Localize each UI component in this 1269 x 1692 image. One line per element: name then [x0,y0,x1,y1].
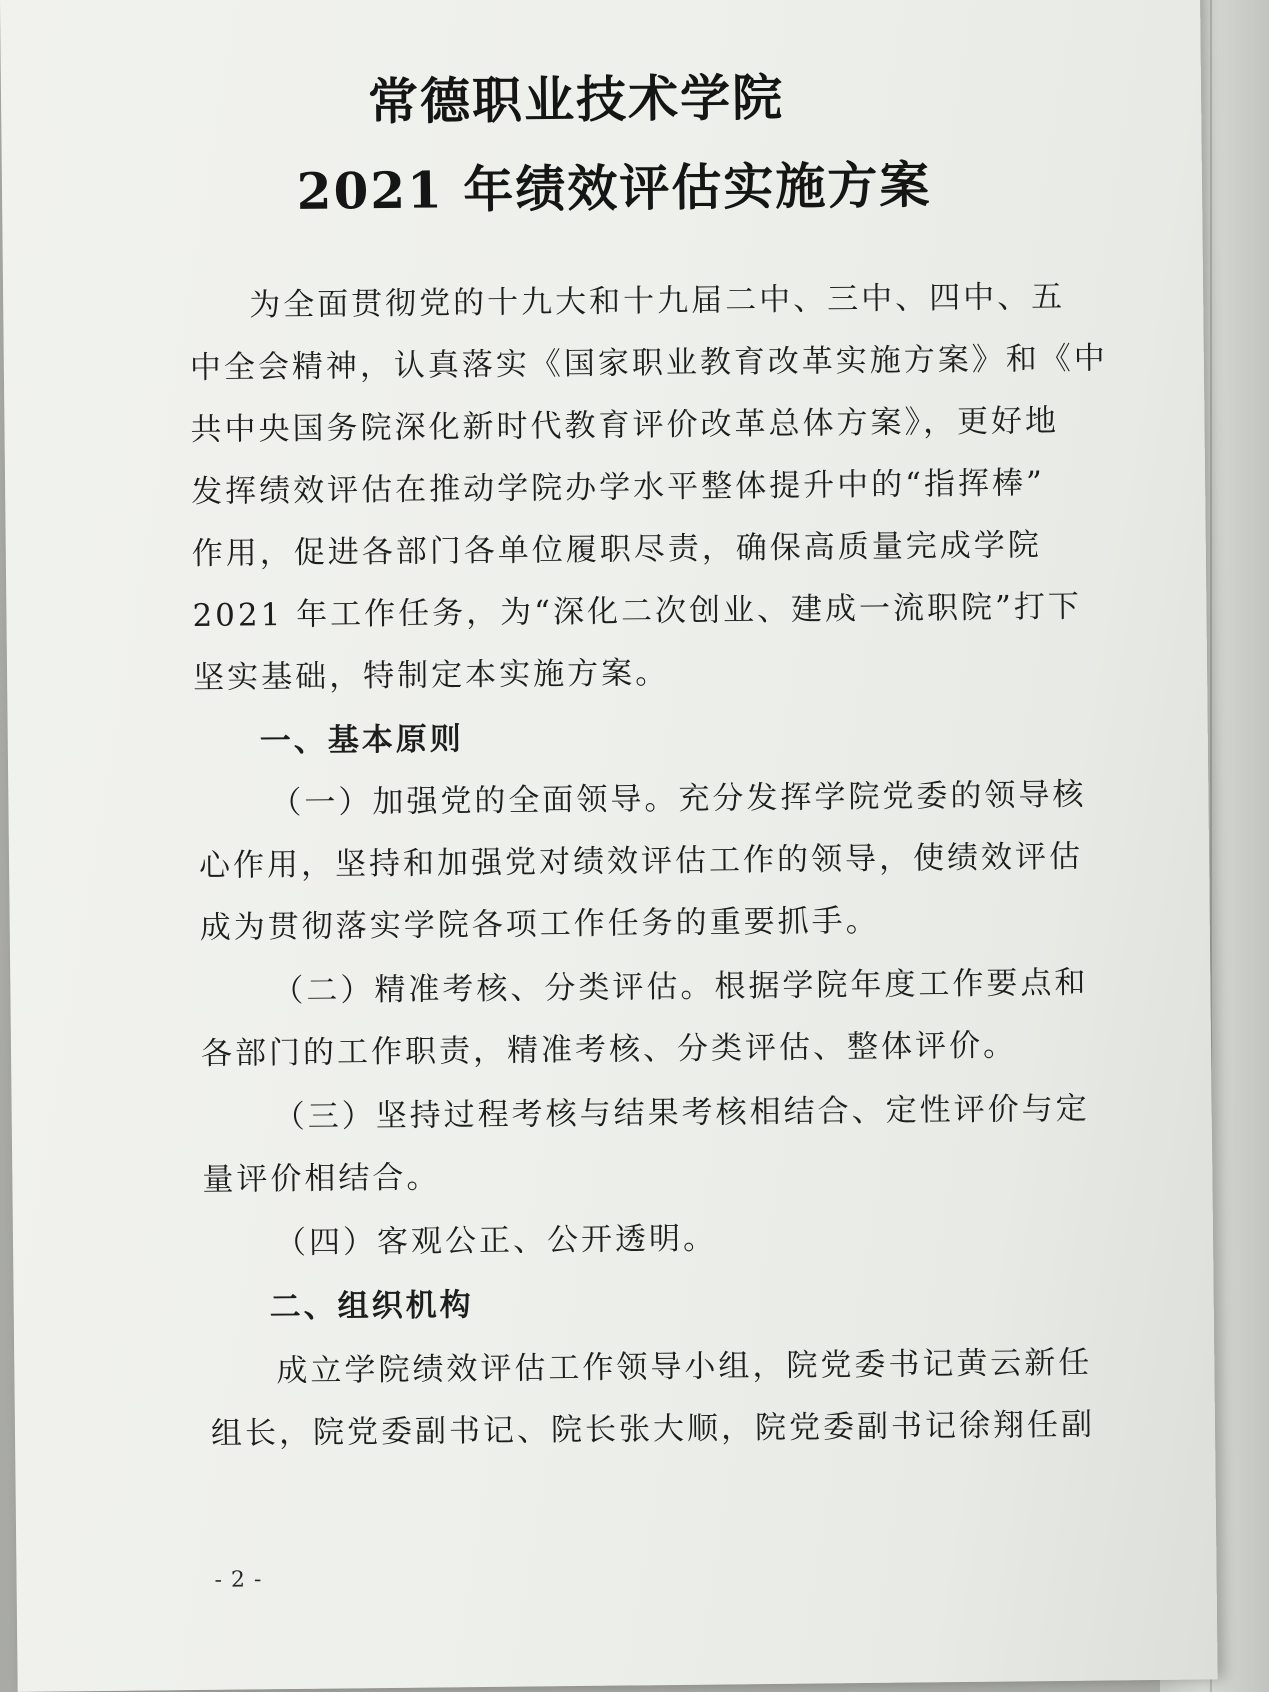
intro-line: 中全会精神，认真落实《国家职业教育改革实施方案》和《中 [189,340,1109,387]
intro-line: 坚实基础，特制定本实施方案。 [192,655,670,697]
paragraph-line: 组长，院党委副书记、院长张大顺，院党委副书记徐翔任副 [210,1406,1096,1452]
intro-line: 为全面贯彻党的十九大和十九届二中、三中、四中、五 [249,278,1066,324]
intro-line: 共中央国务院深化新时代教育评价改革总体方案》，更好地 [190,402,1060,449]
paragraph-line: 成为贯彻落实学院各项工作任务的重要抓手。 [199,902,880,946]
paragraph-line: 心作用，坚持和加强党对绩效评估工作的领导，使绩效评估 [198,838,1084,884]
intro-line: 作用，促进各部门各单位履职尽责，确保高质量完成学院 [191,527,1042,573]
section-heading: 二、组织机构 [269,1287,474,1326]
section-heading: 一、基本原则 [259,721,464,760]
paragraph-line: （一）加强党的全面领导。充分发挥学院党委的领导核 [270,776,1087,822]
intro-line: 发挥绩效评估在推动学院办学水平整体提升中的“指挥棒” [190,465,1046,511]
intro-line: 2021 年工作任务，为“深化二次创业、建成一流职院”打下 [192,588,1083,635]
paragraph-line: （三）坚持过程考核与结果考核相结合、定性评价与定 [273,1090,1090,1136]
document-title-line2: 2021 年绩效评估实施方案 [296,155,932,221]
paragraph-line: 量评价相结合。 [202,1159,441,1198]
paragraph-line: （四）客观公正、公开透明。 [274,1220,718,1262]
paragraph-line: 各部门的工作职责，精准考核、分类评估、整体评价。 [200,1027,1018,1072]
page-number: - 2 - [214,1567,263,1593]
paragraph-line: （二）精准考核、分类评估。根据学院年度工作要点和 [272,964,1089,1010]
paragraph-line: 成立学院绩效评估工作领导小组，院党委书记黄云新任 [276,1344,1093,1390]
document-title-line1: 常德职业技术学院 [367,67,785,132]
